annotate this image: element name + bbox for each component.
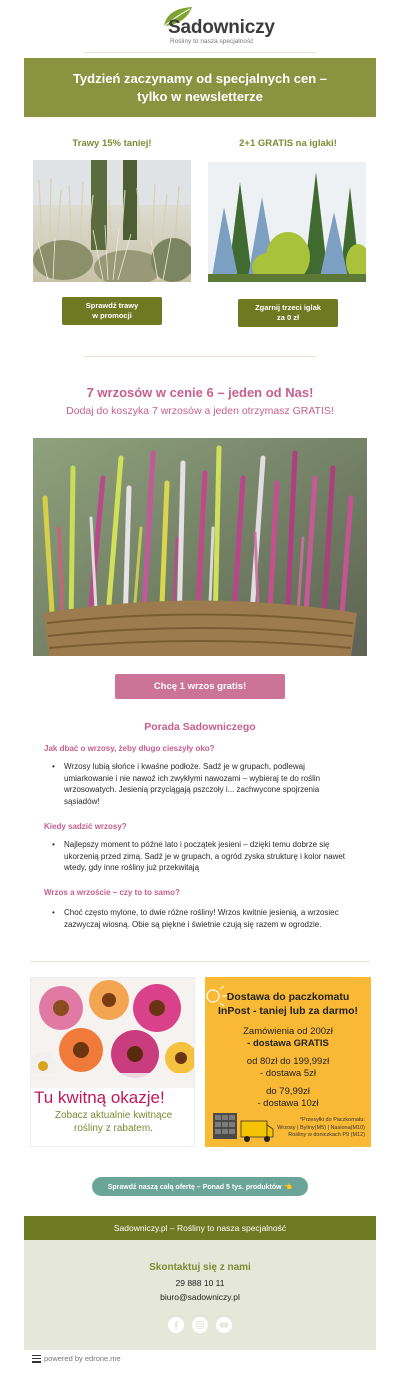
newsletter-banner	[24, 58, 376, 117]
advice-question: Wrzos a wrzoście – czy to to samo?	[44, 888, 180, 897]
youtube-icon[interactable]	[216, 1317, 232, 1333]
note-line: Rośliny w doniczkach P9 (M12)	[288, 1132, 365, 1138]
tier-3-a: do 79,99zł	[266, 1086, 310, 1097]
conifers-promo-button[interactable]	[238, 299, 338, 327]
contact-title: Skontaktuj się z nami	[149, 1262, 251, 1273]
echinacea-flowers-photo	[31, 978, 195, 1088]
answer-line: Najlepszy moment to późne lato i początek jesieni – dzięki temu dobrze się	[64, 840, 330, 849]
bullet-icon: •	[52, 908, 55, 917]
blooming-deals-ad[interactable]	[30, 977, 195, 1147]
ad-headline: Tu kwitną okazje!	[34, 1088, 165, 1107]
bullet-icon: •	[52, 840, 55, 849]
answer-line: zazwyczaj wiosną. Obie są piękne i świetnie czują się razem w ogrodzie.	[64, 919, 322, 929]
contact-phone[interactable]: 29 888 10 11	[175, 1278, 225, 1288]
tier-1-a: Zamówienia od 200zł	[243, 1026, 333, 1037]
button-line-2: za 0 zł	[276, 313, 300, 322]
advice-answer	[52, 761, 352, 807]
divider	[30, 961, 370, 962]
ad-subtext-line: Zobacz aktualnie kwitnące	[54, 1110, 173, 1121]
button-line-1: Sprawdź trawy	[85, 301, 139, 310]
banner-line-1: Tydzień zaczynamy od specjalnych cen –	[72, 71, 328, 86]
tier-1-b: - dostawa GRATIS	[247, 1038, 329, 1049]
heather-title: 7 wrzosów w cenie 6 – jeden od Nas!	[86, 385, 314, 400]
answer-line: ukorzenią przed zimą. Sadź je w grupach, a ogród zyska strukturę i kolor nawet	[64, 851, 346, 861]
contact-email[interactable]: biuro@sadowniczy.pl	[160, 1292, 240, 1302]
note-line: *Przesyłki do Paczkomatu:	[299, 1117, 365, 1123]
brand-logo[interactable]	[158, 4, 275, 45]
answer-line: Wrzosy lubią słońce i kwaśne podłoże. Sadź je w grupach, podlewaj	[64, 762, 305, 771]
inpost-locker-van	[213, 1111, 275, 1145]
promo-title-grasses: Trawy 15% taniej!	[72, 138, 152, 149]
advice-title: Porada Sadowniczego	[144, 721, 256, 733]
answer-line: umiarkowanie i nie nawoź ich zwykłymi nawozami – wybieraj te do roślin	[64, 773, 321, 783]
ad-title-1: Dostawa do paczkomatu	[226, 991, 350, 1003]
footer-contact	[24, 1240, 376, 1350]
button-line-2: w promocji	[92, 311, 132, 320]
ad-title-2: InPost - taniej lub za darmo!	[217, 1005, 358, 1017]
advice-question: Jak dbać o wrzosy, żeby długo cieszyły oko?	[44, 744, 215, 753]
bullet-icon: •	[52, 762, 55, 771]
shipping-note	[277, 1117, 365, 1140]
divider	[84, 356, 316, 357]
brand-tagline: Rośliny to nasza specjalność	[170, 38, 254, 45]
tier-3-b: - dostawa 10zł	[257, 1098, 319, 1109]
grasses-promo-button[interactable]	[62, 297, 162, 325]
heather-subtitle: Dodaj do koszyka 7 wrzosów a jeden otrzymasz GRATIS!	[66, 405, 334, 417]
footer-bar: Sadowniczy.pl – Rośliny to nasza specjalność	[24, 1216, 376, 1240]
heather-basket-photo[interactable]	[33, 438, 367, 656]
answer-line: wtedy, gdy inne rośliny już przekwitają	[64, 863, 200, 872]
promo-title-conifers: 2+1 GRATIS na iglaki!	[239, 138, 337, 149]
advice-answer	[52, 907, 352, 930]
answer-line: sąsiadów!	[64, 796, 100, 806]
advice-question: Kiedy sadzić wrzosy?	[44, 822, 127, 831]
ornamental-grass-photo[interactable]	[33, 160, 191, 282]
answer-line: Choć często mylone, to dwie różne rośliny! Wrzos kwitnie jesienią, a wrzosiec	[64, 908, 339, 917]
full-offer-button[interactable]: Sprawdź naszą całą ofertę – Ponad 5 tys. produktów 👈	[92, 1177, 308, 1196]
ad-subtext	[31, 1109, 195, 1135]
ad-subtext-line: rośliny z rabatem.	[74, 1123, 153, 1134]
facebook-icon[interactable]	[168, 1317, 184, 1333]
heather-gift-button[interactable]: Chcę 1 wrzos gratis!	[115, 674, 285, 699]
divider	[84, 52, 316, 53]
powered-by-text: powered by edrone.me	[44, 1354, 121, 1363]
menu-icon	[32, 1355, 41, 1363]
tier-2-b: - dostawa 5zł	[260, 1068, 316, 1079]
note-line: Wrzosy | Byliny(M5) | Nasiona(M10)	[277, 1124, 365, 1131]
conifers-photo[interactable]	[208, 162, 366, 282]
answer-line: wrzosowatych. Jesienią przyciągają pszczoły i... zachwycone spojrzenia	[64, 785, 320, 794]
instagram-icon[interactable]	[192, 1317, 208, 1333]
button-line-1: Zgarnij trzeci iglak	[255, 303, 321, 312]
brand-name: Sadowniczy	[168, 17, 275, 38]
inpost-delivery-ad[interactable]	[205, 977, 371, 1147]
tier-2-a: od 80zł do 199,99zł	[246, 1056, 330, 1067]
powered-by-edrone[interactable]	[32, 1354, 121, 1363]
banner-line-2: tylko w newsletterze	[137, 89, 263, 104]
advice-answer	[52, 839, 352, 874]
